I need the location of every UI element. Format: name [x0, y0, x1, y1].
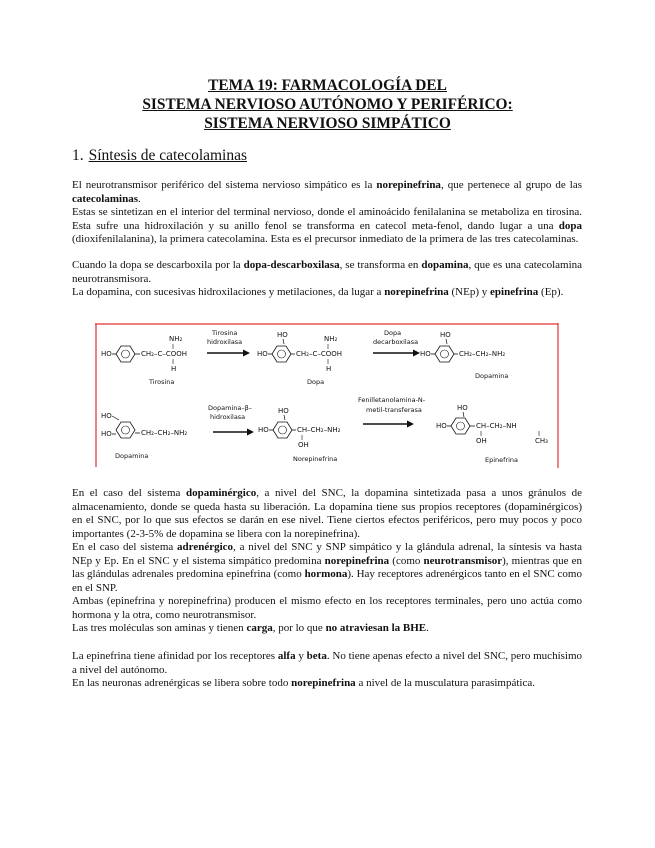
svg-text:HO: HO — [257, 350, 268, 358]
svg-text:HO: HO — [278, 407, 289, 415]
arrow-dopa-decarboxilasa — [373, 329, 420, 357]
svg-text:CH₂–CH₂–NH₂: CH₂–CH₂–NH₂ — [459, 350, 506, 358]
dopa-label: Dopa — [307, 378, 325, 386]
epinefrina-molecule — [436, 404, 548, 464]
paragraph-1: El neurotransmisor periférico del sistema nervioso simpático es la norepinefrina, que pertenece al grupo de las catecolaminas. — [72, 179, 583, 205]
norepinefrina-molecule — [258, 407, 341, 463]
dopamina-top-label: Dopamina — [475, 372, 509, 380]
svg-text:CH₃: CH₃ — [535, 437, 548, 445]
paragraph-6: En el caso del sistema adrenérgico, a nivel del SNC y SNP simpático y la glándula adrenal, la síntesis va hasta NEp y Ep. En el SNC y el sistema simpático predomina norepinefrina (como neurotransmisor), mientras que en las glándulas adrenales predomina epinefrina (como hormona). Hay receptores adrenérgicos tanto en el SNC como en el SNP. — [72, 541, 582, 594]
arrow-pnmt — [358, 396, 426, 428]
arrow-dopamina-beta-hidroxilasa — [208, 404, 254, 436]
paragraph-4: La dopamina, con sucesivas hidroxilaciones y metilaciones, da lugar a norepinefrina (NEp) y epinefrina (Ep). — [72, 286, 564, 298]
paragraph-3: Cuando la dopa se descarboxila por la dopa-descarboxilasa, se transforma en dopamina, que es una catecolamina neurotransmisora. — [72, 259, 583, 285]
title-line-2: SISTEMA NERVIOSO AUTÓNOMO Y PERIFÉRICO: — [142, 96, 513, 113]
paragraph-5: En el caso del sistema dopaminérgico, a nivel del SNC, la dopamina sintetizada pasa a unos gránulos de almacenamiento, donde se queda hasta su liberación. La dopamina tiene sus propios receptores (dopaminérgicos) en el SNC, por lo que sus efectos se darán en ese nivel. Tiene ciertos efectos periféricos, pero muy pocos y poco importantes (2-3-5% de dopamina se libera con la norepinefrina). — [72, 487, 582, 540]
svg-text:Fenilletanolamina-N-: Fenilletanolamina-N- — [358, 396, 426, 404]
svg-text:OH: OH — [298, 441, 309, 449]
svg-text:H: H — [171, 365, 177, 373]
svg-text:CH–CH₂–NH: CH–CH₂–NH — [476, 422, 517, 430]
svg-text:HO: HO — [101, 430, 112, 438]
svg-text:CH–CH₂–NH₂: CH–CH₂–NH₂ — [297, 426, 341, 434]
svg-text:hidroxilasa: hidroxilasa — [210, 413, 246, 421]
tirosina-label: Tirosina — [149, 378, 175, 386]
svg-text:HO: HO — [101, 350, 112, 358]
svg-text:CH₂–CH₂–NH₂: CH₂–CH₂–NH₂ — [141, 429, 188, 437]
svg-text:Tirosina: Tirosina — [212, 329, 238, 337]
svg-text:NH₂: NH₂ — [169, 335, 183, 343]
svg-text:HO: HO — [457, 404, 468, 412]
svg-text:HO: HO — [101, 412, 112, 420]
svg-text:HO: HO — [420, 350, 431, 358]
svg-text:CH₂–C–COOH: CH₂–C–COOH — [141, 350, 188, 358]
paragraph-10: En las neuronas adrenérgicas se libera sobre todo norepinefrina a nivel de la musculatura parasimpática. — [72, 677, 535, 689]
dopamina-top-molecule — [420, 331, 508, 380]
paragraph-9: La epinefrina tiene afinidad por los receptores alfa y beta. No tiene apenas efecto a nivel del SNC, pero muchísimo a nivel del autónomo. — [72, 650, 583, 676]
epinefrina-label: Epinefrina — [485, 456, 519, 464]
synthesis-diagram — [95, 323, 559, 468]
document-title — [0, 76, 655, 133]
svg-text:Dopamina–β–: Dopamina–β– — [208, 404, 252, 412]
section-number: 1. — [72, 147, 84, 164]
paragraph-2: Estas se sintetizan en el interior del terminal nervioso, donde el aminoácido fenilalanina se metaboliza en tirosina. Esta sufre una hidroxilación y su anillo fenol se transforma en catecol meta-fenol, dando lugar a una dopa (dioxifenilalanina), la primera catecolamina. Esta es el precursor inmediato de la primera de las tres catecolaminas. — [72, 206, 582, 246]
tirosina-molecule — [101, 335, 187, 386]
svg-text:hidroxilasa: hidroxilasa — [207, 338, 243, 346]
paragraph-8: Las tres moléculas son aminas y tienen carga, por lo que no atraviesan la BHE. — [72, 622, 429, 634]
dopa-molecule — [257, 331, 342, 386]
svg-text:HO: HO — [440, 331, 451, 339]
title-line-3: SISTEMA NERVIOSO SIMPÁTICO — [204, 115, 451, 132]
svg-text:H: H — [326, 365, 332, 373]
section-label: Síntesis de catecolaminas — [88, 147, 248, 164]
title-line-1: TEMA 19: FARMACOLOGÍA DEL — [208, 77, 447, 94]
svg-text:NH₂: NH₂ — [324, 335, 338, 343]
dopamina-bottom-molecule — [101, 412, 187, 460]
svg-text:HO: HO — [258, 426, 269, 434]
paragraph-7: Ambas (epinefrina y norepinefrina) producen el mismo efecto en los receptores terminales, pero uno actúa como hormona y la otra, como neurotransmisor. — [72, 595, 582, 621]
catecholamine-synthesis-figure — [95, 323, 559, 468]
svg-text:OH: OH — [476, 437, 487, 445]
svg-text:CH₂–C–COOH: CH₂–C–COOH — [296, 350, 343, 358]
dopamina-bottom-label: Dopamina — [115, 452, 149, 460]
svg-text:HO: HO — [277, 331, 288, 339]
svg-text:decarboxilasa: decarboxilasa — [373, 338, 419, 346]
svg-text:HO: HO — [436, 422, 447, 430]
norepinefrina-label: Norepinefrina — [293, 455, 338, 463]
svg-text:metil-transferasa: metil-transferasa — [366, 406, 422, 414]
svg-text:Dopa: Dopa — [384, 329, 402, 337]
section-heading — [72, 147, 247, 165]
arrow-tirosina-hidroxilasa — [207, 329, 250, 357]
